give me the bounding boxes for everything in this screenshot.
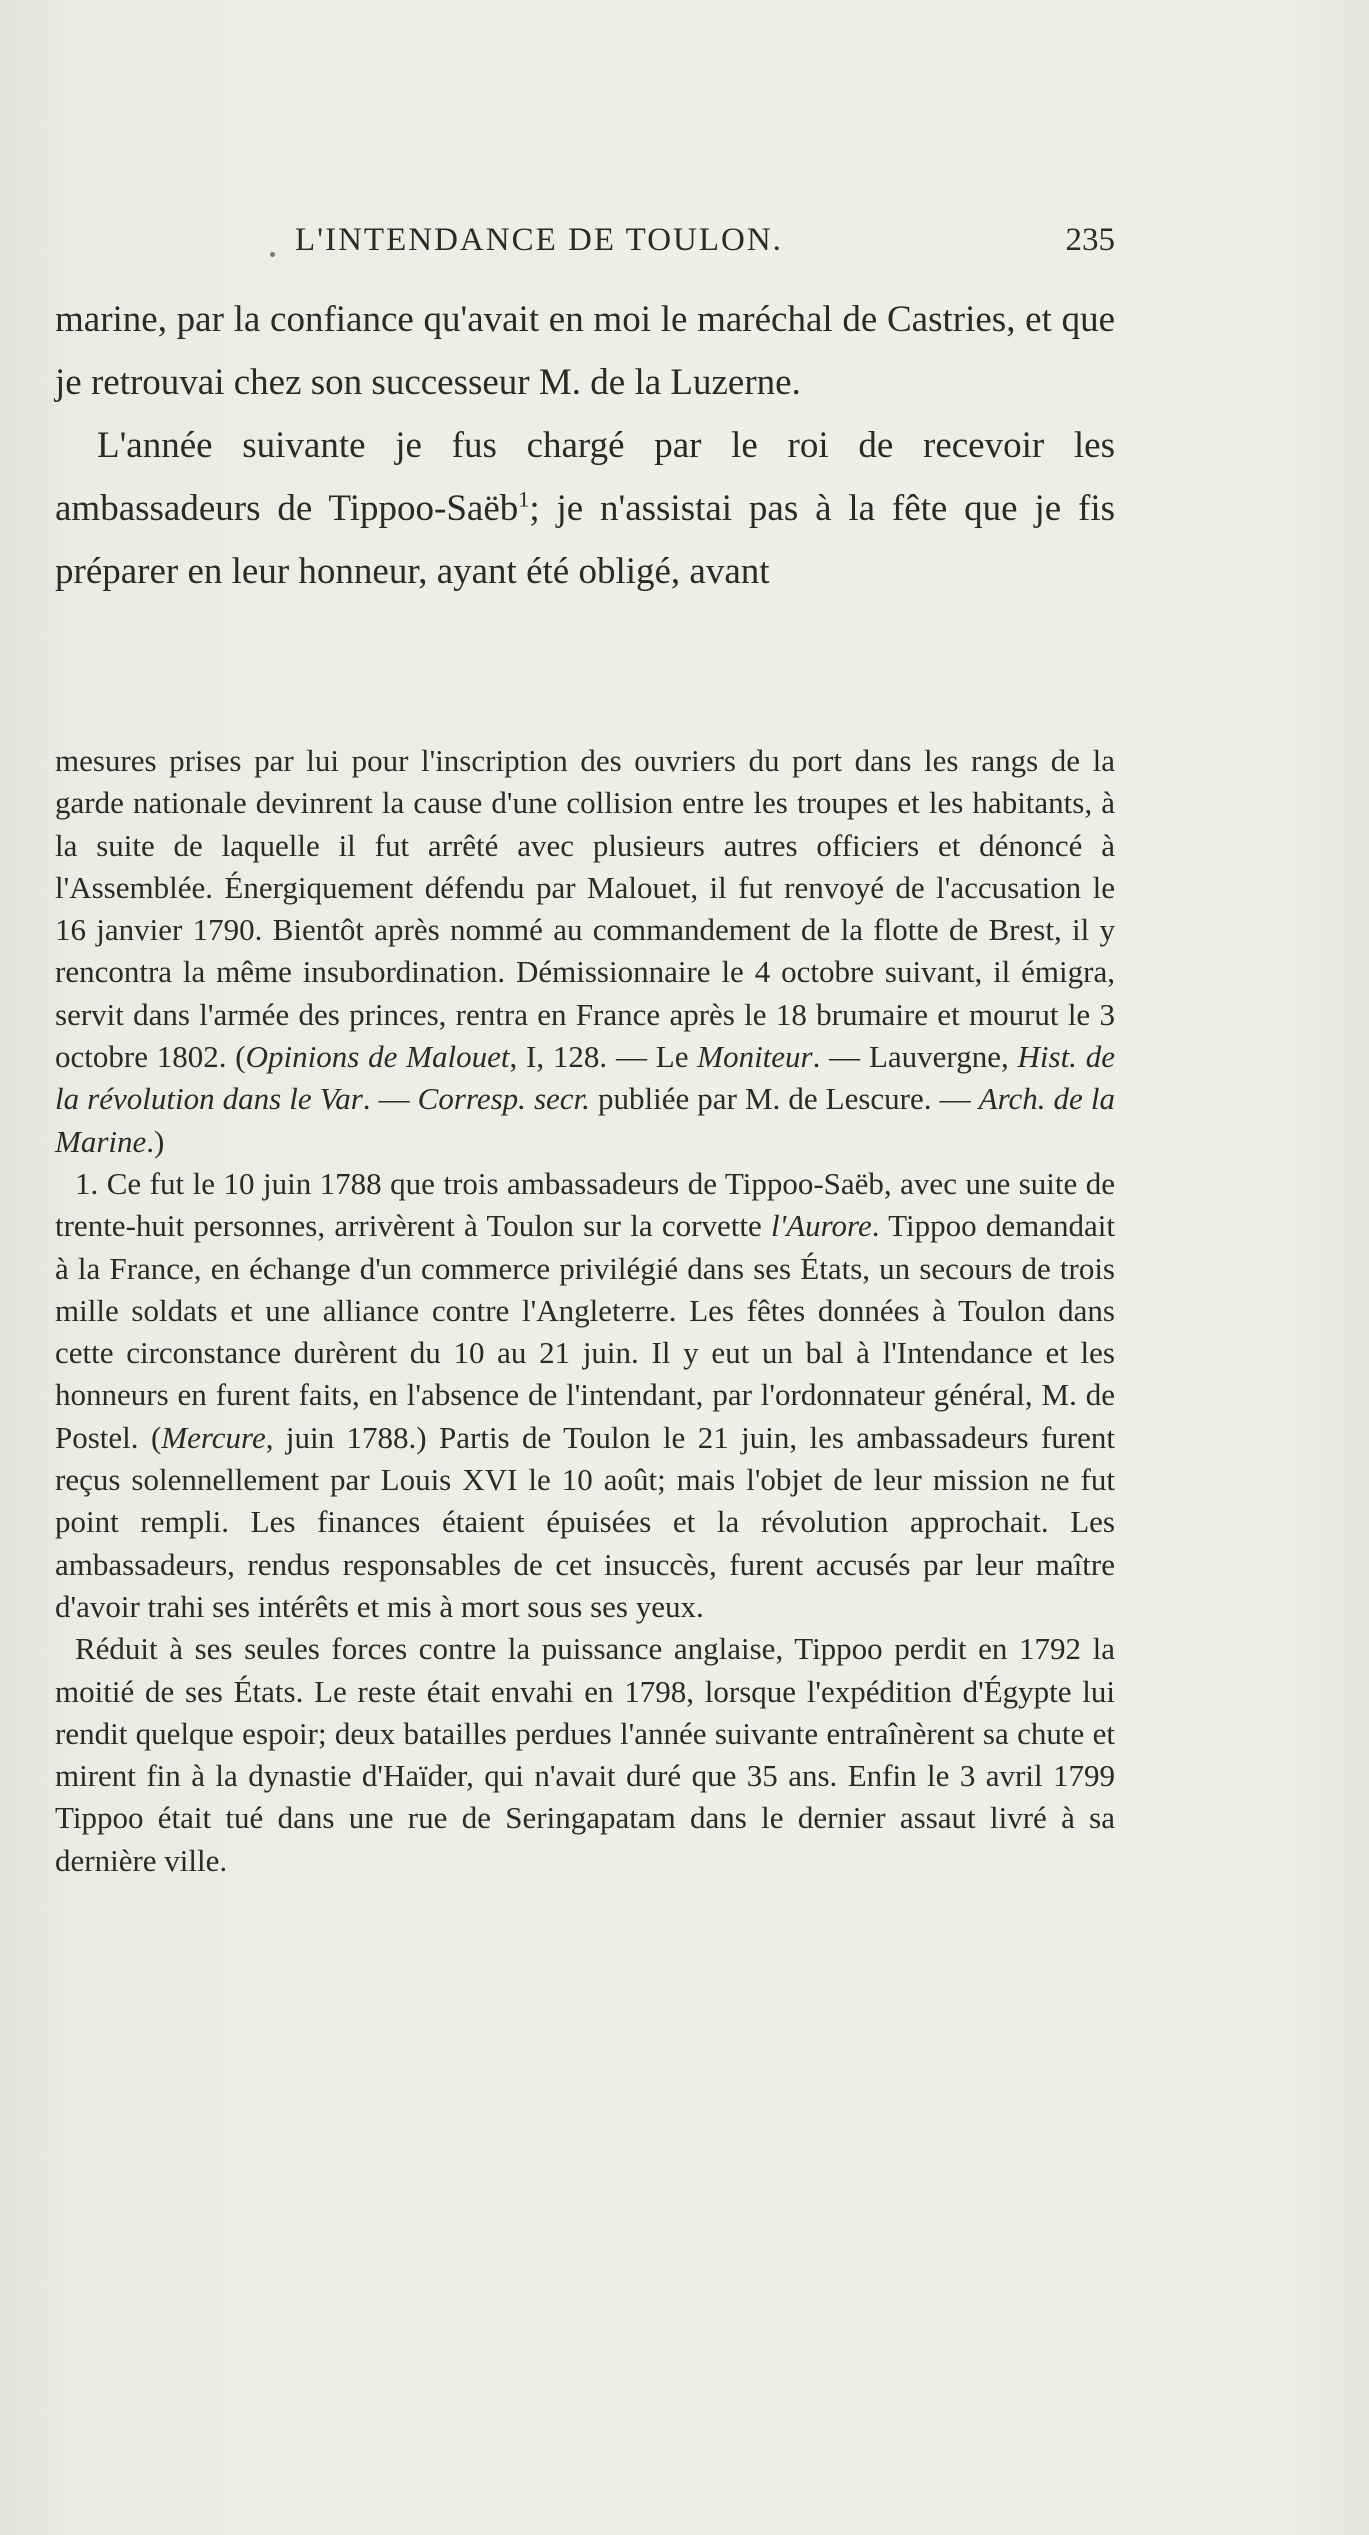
paragraph-2-end: ; je n'assistai pas à la fête que je fis préparer en leur honneur, ayant été obligé, avant — [55, 488, 1115, 592]
citation-title: Hist. de la révolution dans le Var — [55, 1039, 1115, 1117]
footnote-1-continued: Réduit à ses seules forces contre la puissance anglaise, Tippoo perdit en 1792 la moitié de ses États. Le reste était envahi en 1798, lorsque l'expédition d'Égypte lui rendit quelque espoir; deux batailles perdues l'année suivante entraînèrent sa chute et mirent fin à la dynastie d'Haïder, qui n'avait duré que 35 ans. Enfin le 3 avril 1799 Tippoo était tué dans une rue de Seringapatam dans le dernier assaut livré à sa dernière ville. — [55, 1631, 1115, 1878]
citation-title: Corresp. secr. — [417, 1081, 590, 1117]
ink-speck — [270, 252, 275, 257]
footnote-text: publiée par M. de Lescure. — — [589, 1081, 979, 1117]
footnote-continued — [55, 740, 1115, 1163]
paragraph-1: marine, par la confiance qu'avait en moi le maréchal de Castries, et que je retrouvai chez son successeur M. de la Luzerne. — [55, 299, 1115, 403]
footnote-text: .) — [146, 1123, 165, 1159]
footnote-text: . — — [362, 1081, 418, 1117]
footnote-text: 1. Ce fut le 10 juin 1788 que trois ambassadeurs de Tippoo-Saëb, avec une suite de trente-huit personnes, arrivèrent à Toulon sur la corvette — [55, 1165, 1115, 1244]
citation-title: Moniteur — [697, 1039, 813, 1075]
citation-title: Mercure — [161, 1419, 266, 1455]
footnote-reference: 1 — [518, 486, 530, 512]
footnote-1 — [55, 1163, 1115, 1628]
footnote-text: . Tippoo demandait à la France, en échange d'un commerce privilégié dans ses États, un secours de trois mille soldats et une alliance contre l'Angleterre. Les fêtes données à Toulon dans cette circonstance durèrent du 10 au 21 juin. Il y eut un bal à l'Intendance et les honneurs en furent faits, en l'absence de l'intendant, par l'ordonnateur général, M. de Postel. ( — [55, 1208, 1115, 1455]
footnote-text: . — Lauvergne, — [812, 1039, 1018, 1075]
footnote-text: , I, 128. — Le — [509, 1039, 698, 1075]
citation-title: Opinions de Malouet — [245, 1039, 510, 1075]
paragraph-2 — [55, 414, 1115, 603]
paragraph-2-start: L'année suivante je fus chargé par le roi de recevoir les ambassadeurs de Tippoo-Saëb — [55, 425, 1115, 529]
footnotes — [55, 740, 1115, 1882]
footnote-text: , juin 1788.) Partis de Toulon le 21 juin, les ambassadeurs furent reçus solennellement par Louis XVI le 10 août; mais l'objet de leur mission ne fut point rempli. Les finances étaient épuisées et la révolution approchait. Les ambassadeurs, rendus responsables de cet insuccès, furent accusés par leur maître d'avoir trahi ses intérêts et mis à mort sous ses yeux. — [55, 1419, 1115, 1624]
main-text — [55, 288, 1115, 603]
running-header — [295, 222, 1115, 268]
footnote-text: mesures prises par lui pour l'inscription des ouvriers du port dans les rangs de la garde nationale devinrent la cause d'une collision entre les troupes et les habitants, à la suite de laquelle il fut arrêté avec plusieurs autres officiers et dénoncé à l'Assemblée. Énergiquement défendu par Malouet, il fut renvoyé de l'accusation le 16 janvier 1790. Bientôt après nommé au commandement de la flotte de Brest, il y rencontra la même insubordination. Démissionnaire le 4 octobre suivant, il émigra, servit dans l'armée des princes, rentra en France après le 18 brumaire et mourut le 3 octobre 1802. ( — [55, 743, 1115, 1075]
page-number: 235 — [1065, 222, 1115, 258]
ship-name: l'Aurore — [770, 1208, 872, 1244]
running-title: L'INTENDANCE DE TOULON. — [295, 222, 783, 258]
citation-title: Arch. de la Marine — [55, 1081, 1115, 1159]
